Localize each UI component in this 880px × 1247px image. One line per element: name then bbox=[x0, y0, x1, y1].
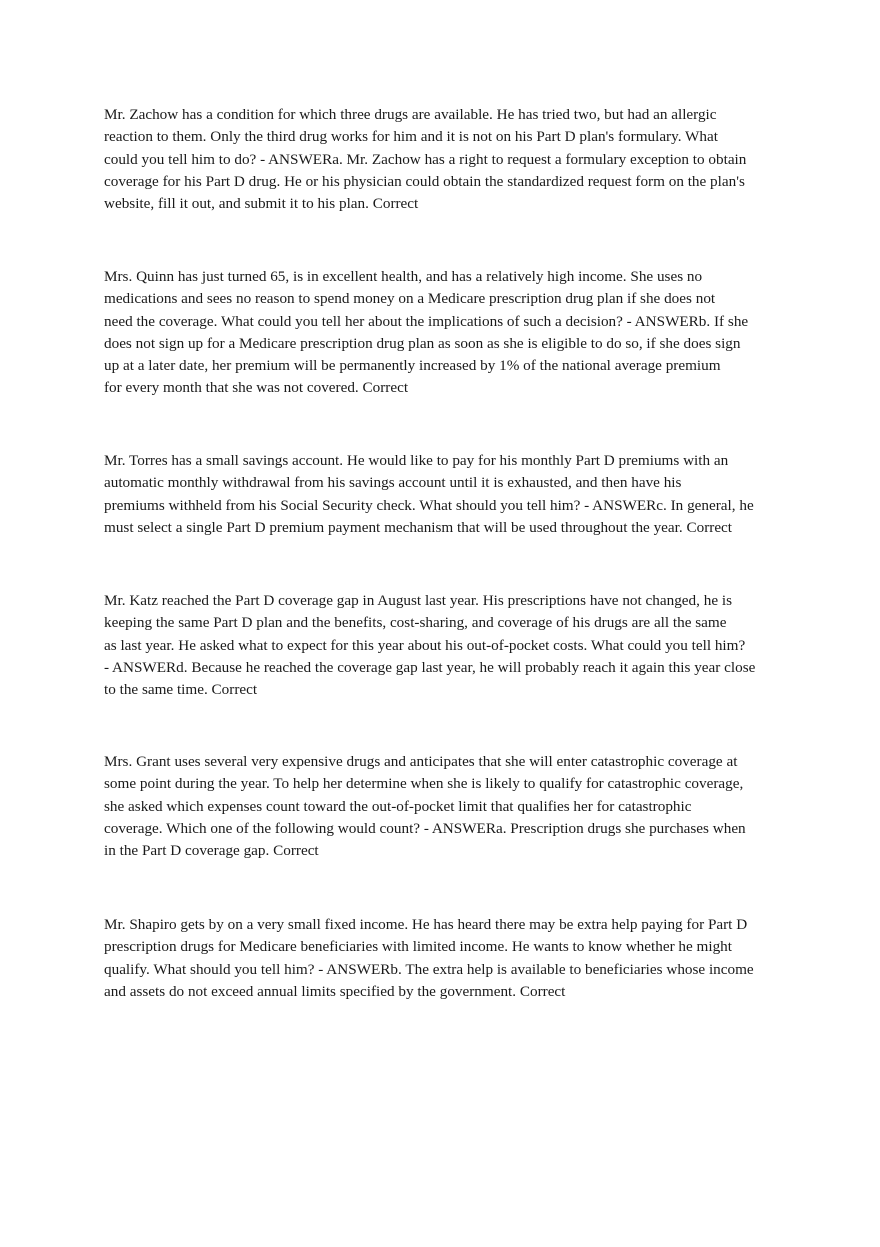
qa-entry-zachow: Mr. Zachow has a condition for which three drugs are available. He has tried two, but had an allergic reaction to them. Only the third drug works for him and it is not on his Part D plan's formulary. What could you tell him to do? - ANSWERa. Mr. Zachow has a right to request a formulary exception to obtain coverage for his Part D drug. He or his physician could obtain the standardized request form on the plan's website, fill it out, and submit it to his plan. Correct bbox=[104, 106, 747, 213]
qa-entry-torres: Mr. Torres has a small savings account. He would like to pay for his monthly Part D premiums with an automatic monthly withdrawal from his savings account until it is exhausted, and then have his premiums withheld from his Social Security check. What should you tell him? - ANSWERc. In general, he must select a single Part D premium payment mechanism that will be used throughout the year. Correct bbox=[104, 452, 754, 536]
qa-entry-quinn: Mrs. Quinn has just turned 65, is in excellent health, and has a relatively high income. She uses no medications and sees no reason to spend money on a Medicare prescription drug plan if she does not need the coverage. What could you tell her about the implications of such a decision? - ANSWERb. If she does not sign up for a Medicare prescription drug plan as soon as she is eligible to do so, if she does sign up at a later date, her premium will be permanently increased by 1% of the national average premium for every month that she was not covered. Correct bbox=[104, 268, 749, 397]
qa-entry-katz: Mr. Katz reached the Part D coverage gap in August last year. His prescriptions have not changed, he is keeping the same Part D plan and the benefits, cost-sharing, and coverage of his drugs are all the same as last year. He asked what to expect for this year about his out-of-pocket costs. What could you tell him? - ANSWERd. Because he reached the coverage gap last year, he will probably reach it again this year close to the same time. Correct bbox=[104, 592, 756, 699]
qa-entry-shapiro: Mr. Shapiro gets by on a very small fixed income. He has heard there may be extra help paying for Part D prescription drugs for Medicare beneficiaries with limited income. He wants to know whether he might qualify. What should you tell him? - ANSWERb. The extra help is available to beneficiaries whose income and assets do not exceed annual limits specified by the government. Correct bbox=[104, 916, 754, 1000]
qa-entry-grant: Mrs. Grant uses several very expensive drugs and anticipates that she will enter catastrophic coverage at some point during the year. To help her determine when she is likely to qualify for catastrophic coverage, she asked which expenses count toward the out-of-pocket limit that qualifies her for catastrophic coverage. Which one of the following would count? - ANSWERa. Prescription drugs she purchases when in the Part D coverage gap. Correct bbox=[104, 753, 746, 860]
